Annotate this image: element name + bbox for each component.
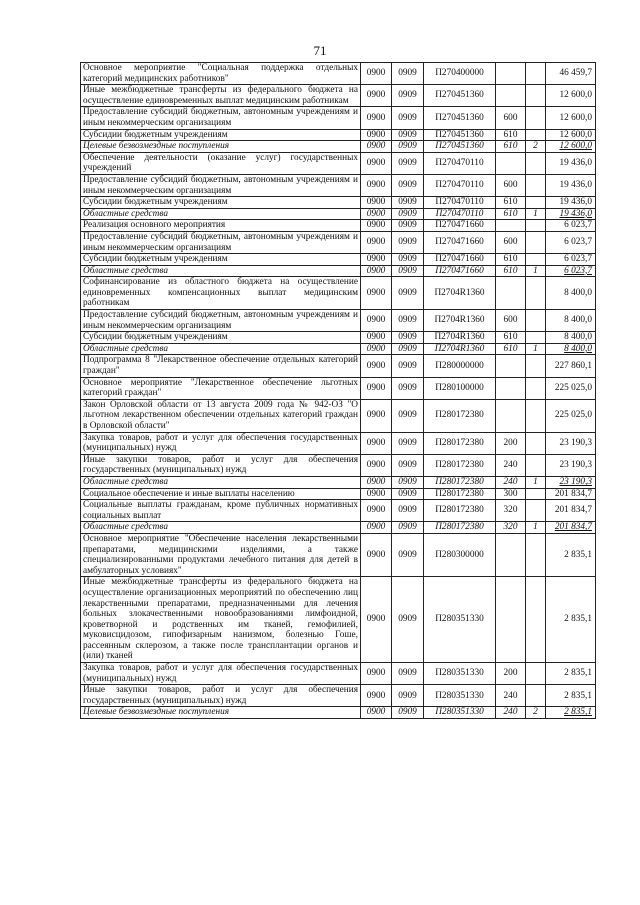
row-amount: 6 023,7 xyxy=(546,231,596,253)
row-name: Софинансирование из областного бюджета на осуществление единовременных компенсационных выплат медицинским работникам xyxy=(81,277,361,310)
row-funding-source xyxy=(526,454,546,476)
table-row xyxy=(81,332,596,344)
row-target-article: П280172380 xyxy=(424,399,496,432)
row-name: Областные средства xyxy=(81,265,361,277)
row-amount: 225 025,0 xyxy=(546,377,596,399)
row-section-code: 0909 xyxy=(392,500,424,522)
row-ministry-code: 0900 xyxy=(361,355,392,377)
row-amount: 12 600,0 xyxy=(546,107,596,129)
row-name: Субсидии бюджетным учреждениям xyxy=(81,254,361,266)
row-funding-source xyxy=(526,663,546,685)
row-section-code: 0909 xyxy=(392,85,424,107)
table-row xyxy=(81,152,596,174)
row-amount: 2 835,1 xyxy=(546,685,596,707)
row-name: Подпрограмма 8 "Лекарственное обеспечение отдельных категорий граждан" xyxy=(81,355,361,377)
row-name: Областные средства xyxy=(81,522,361,534)
row-ministry-code: 0900 xyxy=(361,85,392,107)
row-ministry-code: 0900 xyxy=(361,577,392,663)
budget-table-body xyxy=(81,63,596,719)
row-ministry-code: 0900 xyxy=(361,432,392,454)
row-funding-source xyxy=(526,685,546,707)
row-name: Предоставление субсидий бюджетным, автономным учреждениям и иным некоммерческим организациям xyxy=(81,231,361,253)
row-expense-type: 610 xyxy=(496,343,526,355)
row-section-code: 0909 xyxy=(392,220,424,232)
table-row xyxy=(81,707,596,719)
row-funding-source: 2 xyxy=(526,707,546,719)
row-funding-source xyxy=(526,129,546,141)
row-target-article: П270451360 xyxy=(424,141,496,153)
row-expense-type xyxy=(496,63,526,85)
row-target-article: П270471660 xyxy=(424,220,496,232)
row-section-code: 0909 xyxy=(392,277,424,310)
row-section-code: 0909 xyxy=(392,685,424,707)
row-section-code: 0909 xyxy=(392,577,424,663)
row-name: Социальное обеспечение и иные выплаты населению xyxy=(81,488,361,500)
row-expense-type: 200 xyxy=(496,663,526,685)
row-expense-type: 600 xyxy=(496,231,526,253)
row-target-article: П280000000 xyxy=(424,355,496,377)
row-expense-type: 610 xyxy=(496,197,526,209)
row-expense-type: 240 xyxy=(496,454,526,476)
table-row xyxy=(81,577,596,663)
table-row xyxy=(81,533,596,576)
row-ministry-code: 0900 xyxy=(361,63,392,85)
table-row xyxy=(81,488,596,500)
row-amount: 201 834,7 xyxy=(546,488,596,500)
table-row xyxy=(81,343,596,355)
row-funding-source xyxy=(526,220,546,232)
row-expense-type: 320 xyxy=(496,500,526,522)
row-section-code: 0909 xyxy=(392,343,424,355)
row-expense-type xyxy=(496,533,526,576)
table-row xyxy=(81,277,596,310)
row-amount: 8 400,0 xyxy=(546,277,596,310)
row-target-article: П2704R1360 xyxy=(424,277,496,310)
row-amount: 2 835,1 xyxy=(546,577,596,663)
row-funding-source xyxy=(526,577,546,663)
row-amount: 2 835,1 xyxy=(546,707,596,719)
row-amount: 201 834,7 xyxy=(546,500,596,522)
row-target-article: П270400000 xyxy=(424,63,496,85)
row-expense-type xyxy=(496,277,526,310)
row-target-article: П270470110 xyxy=(424,197,496,209)
table-row xyxy=(81,231,596,253)
row-ministry-code: 0900 xyxy=(361,141,392,153)
row-name: Закупка товаров, работ и услуг для обеспечения государственных (муниципальных) нужд xyxy=(81,663,361,685)
row-amount: 12 600,0 xyxy=(546,85,596,107)
row-target-article: П2704R1360 xyxy=(424,332,496,344)
row-amount: 201 834,7 xyxy=(546,522,596,534)
row-funding-source: 1 xyxy=(526,522,546,534)
row-target-article: П270470110 xyxy=(424,152,496,174)
row-name: Областные средства xyxy=(81,208,361,220)
row-name: Субсидии бюджетным учреждениям xyxy=(81,332,361,344)
row-name: Предоставление субсидий бюджетным, автономным учреждениям и иным некоммерческим организациям xyxy=(81,310,361,332)
row-funding-source xyxy=(526,107,546,129)
row-target-article: П270451360 xyxy=(424,85,496,107)
row-expense-type xyxy=(496,577,526,663)
row-funding-source xyxy=(526,377,546,399)
row-ministry-code: 0900 xyxy=(361,707,392,719)
row-section-code: 0909 xyxy=(392,476,424,488)
row-ministry-code: 0900 xyxy=(361,208,392,220)
row-target-article: П280172380 xyxy=(424,454,496,476)
row-amount: 8 400,0 xyxy=(546,332,596,344)
table-row xyxy=(81,63,596,85)
table-row xyxy=(81,522,596,534)
row-amount: 12 600,0 xyxy=(546,129,596,141)
row-ministry-code: 0900 xyxy=(361,197,392,209)
row-section-code: 0909 xyxy=(392,208,424,220)
row-amount: 6 023,7 xyxy=(546,254,596,266)
row-target-article: П270471660 xyxy=(424,254,496,266)
row-section-code: 0909 xyxy=(392,522,424,534)
table-row xyxy=(81,399,596,432)
row-target-article: П280351330 xyxy=(424,577,496,663)
row-target-article: П270470110 xyxy=(424,174,496,196)
row-ministry-code: 0900 xyxy=(361,107,392,129)
row-expense-type: 320 xyxy=(496,522,526,534)
row-section-code: 0909 xyxy=(392,707,424,719)
row-funding-source xyxy=(526,500,546,522)
row-funding-source xyxy=(526,63,546,85)
row-amount: 6 023,7 xyxy=(546,265,596,277)
row-amount: 19 436,0 xyxy=(546,208,596,220)
row-funding-source xyxy=(526,533,546,576)
row-funding-source: 1 xyxy=(526,265,546,277)
row-expense-type xyxy=(496,85,526,107)
table-row xyxy=(81,685,596,707)
row-target-article: П280351330 xyxy=(424,685,496,707)
row-name: Предоставление субсидий бюджетным, автономным учреждениям и иным некоммерческим организациям xyxy=(81,107,361,129)
row-funding-source xyxy=(526,332,546,344)
table-row xyxy=(81,107,596,129)
row-expense-type xyxy=(496,399,526,432)
table-row xyxy=(81,197,596,209)
row-section-code: 0909 xyxy=(392,377,424,399)
row-expense-type: 200 xyxy=(496,432,526,454)
row-funding-source xyxy=(526,432,546,454)
row-expense-type: 610 xyxy=(496,129,526,141)
row-amount: 8 400,0 xyxy=(546,343,596,355)
row-ministry-code: 0900 xyxy=(361,129,392,141)
table-row xyxy=(81,174,596,196)
row-name: Целевые безвозмездные поступления xyxy=(81,707,361,719)
row-ministry-code: 0900 xyxy=(361,332,392,344)
row-expense-type: 610 xyxy=(496,265,526,277)
row-section-code: 0909 xyxy=(392,129,424,141)
row-expense-type: 240 xyxy=(496,476,526,488)
row-ministry-code: 0900 xyxy=(361,399,392,432)
row-target-article: П280300000 xyxy=(424,533,496,576)
row-ministry-code: 0900 xyxy=(361,533,392,576)
row-funding-source xyxy=(526,197,546,209)
row-funding-source xyxy=(526,85,546,107)
row-funding-source: 2 xyxy=(526,141,546,153)
page-number: 71 xyxy=(313,43,327,58)
budget-table xyxy=(80,62,596,719)
row-funding-source xyxy=(526,277,546,310)
row-funding-source xyxy=(526,254,546,266)
row-ministry-code: 0900 xyxy=(361,254,392,266)
row-section-code: 0909 xyxy=(392,265,424,277)
row-name: Иные закупки товаров, работ и услуг для обеспечения государственных (муниципальных) нужд xyxy=(81,685,361,707)
row-ministry-code: 0900 xyxy=(361,488,392,500)
row-target-article: П270470110 xyxy=(424,208,496,220)
row-amount: 8 400,0 xyxy=(546,310,596,332)
row-funding-source xyxy=(526,355,546,377)
row-section-code: 0909 xyxy=(392,107,424,129)
row-target-article: П270451360 xyxy=(424,129,496,141)
row-ministry-code: 0900 xyxy=(361,277,392,310)
table-row xyxy=(81,500,596,522)
table-row xyxy=(81,476,596,488)
row-funding-source xyxy=(526,488,546,500)
row-target-article: П280351330 xyxy=(424,663,496,685)
table-row xyxy=(81,310,596,332)
row-ministry-code: 0900 xyxy=(361,343,392,355)
row-amount: 2 835,1 xyxy=(546,533,596,576)
row-name: Областные средства xyxy=(81,476,361,488)
row-name: Закон Орловской области от 13 августа 2009 года № 942-ОЗ "О льготном лекарственном обеспечении отдельных категорий граждан в Орловской области" xyxy=(81,399,361,432)
row-name: Областные средства xyxy=(81,343,361,355)
row-amount: 23 190,3 xyxy=(546,432,596,454)
row-name: Иные межбюджетные трансферты из федерального бюджета на осуществление организационных мероприятий по обеспечению лиц лекарственными препаратами, предназначенными для лечения больных злокачественными новообразованиями лимфоидной, кроветворной и родственных им тканей, гемофилией, муковисцидозом, гипофизарным нанизмом, болезнью Гоше, рассеянным склерозом, а также после трансплантации органов и (или) тканей xyxy=(81,577,361,663)
row-funding-source xyxy=(526,231,546,253)
row-funding-source xyxy=(526,174,546,196)
row-ministry-code: 0900 xyxy=(361,152,392,174)
row-target-article: П280172380 xyxy=(424,500,496,522)
row-target-article: П270471660 xyxy=(424,231,496,253)
row-name: Иные межбюджетные трансферты из федерального бюджета на осуществление единовременных выплат медицинским работникам xyxy=(81,85,361,107)
row-expense-type: 240 xyxy=(496,707,526,719)
table-row xyxy=(81,265,596,277)
row-ministry-code: 0900 xyxy=(361,231,392,253)
row-name: Предоставление субсидий бюджетным, автономным учреждениям и иным некоммерческим организациям xyxy=(81,174,361,196)
row-section-code: 0909 xyxy=(392,231,424,253)
row-ministry-code: 0900 xyxy=(361,174,392,196)
row-section-code: 0909 xyxy=(392,254,424,266)
row-amount: 12 600,0 xyxy=(546,141,596,153)
row-expense-type: 610 xyxy=(496,332,526,344)
row-section-code: 0909 xyxy=(392,310,424,332)
row-expense-type: 610 xyxy=(496,254,526,266)
row-target-article: П280172380 xyxy=(424,432,496,454)
row-target-article: П270471660 xyxy=(424,265,496,277)
row-target-article: П2704R1360 xyxy=(424,310,496,332)
row-section-code: 0909 xyxy=(392,454,424,476)
row-ministry-code: 0900 xyxy=(361,265,392,277)
row-section-code: 0909 xyxy=(392,174,424,196)
row-amount: 19 436,0 xyxy=(546,174,596,196)
row-ministry-code: 0900 xyxy=(361,663,392,685)
row-ministry-code: 0900 xyxy=(361,522,392,534)
row-expense-type xyxy=(496,355,526,377)
row-section-code: 0909 xyxy=(392,663,424,685)
row-target-article: П2704R1360 xyxy=(424,343,496,355)
row-funding-source xyxy=(526,152,546,174)
row-amount: 46 459,7 xyxy=(546,63,596,85)
row-ministry-code: 0900 xyxy=(361,685,392,707)
table-row xyxy=(81,377,596,399)
row-name: Обеспечение деятельности (оказание услуг) государственных учреждений xyxy=(81,152,361,174)
row-name: Социальные выплаты гражданам, кроме публичных нормативных социальных выплат xyxy=(81,500,361,522)
table-row xyxy=(81,220,596,232)
row-section-code: 0909 xyxy=(392,152,424,174)
row-amount: 6 023,7 xyxy=(546,220,596,232)
row-expense-type xyxy=(496,220,526,232)
table-row xyxy=(81,208,596,220)
row-name: Целевые безвозмездные поступления xyxy=(81,141,361,153)
row-expense-type: 610 xyxy=(496,208,526,220)
row-section-code: 0909 xyxy=(392,399,424,432)
row-target-article: П280351330 xyxy=(424,707,496,719)
row-expense-type: 300 xyxy=(496,488,526,500)
row-section-code: 0909 xyxy=(392,355,424,377)
row-section-code: 0909 xyxy=(392,63,424,85)
row-name: Реализация основного мероприятия xyxy=(81,220,361,232)
row-expense-type: 600 xyxy=(496,310,526,332)
row-expense-type xyxy=(496,377,526,399)
row-name: Закупка товаров, работ и услуг для обеспечения государственных (муниципальных) нужд xyxy=(81,432,361,454)
row-funding-source xyxy=(526,399,546,432)
row-ministry-code: 0900 xyxy=(361,310,392,332)
row-amount: 225 025,0 xyxy=(546,399,596,432)
table-row xyxy=(81,141,596,153)
row-expense-type: 600 xyxy=(496,107,526,129)
table-row xyxy=(81,85,596,107)
row-amount: 23 190,3 xyxy=(546,454,596,476)
row-ministry-code: 0900 xyxy=(361,220,392,232)
row-expense-type: 240 xyxy=(496,685,526,707)
table-row xyxy=(81,663,596,685)
row-funding-source xyxy=(526,310,546,332)
row-expense-type: 610 xyxy=(496,141,526,153)
row-name: Субсидии бюджетным учреждениям xyxy=(81,129,361,141)
table-row xyxy=(81,355,596,377)
row-name: Иные закупки товаров, работ и услуг для обеспечения государственных (муниципальных) нужд xyxy=(81,454,361,476)
row-expense-type: 600 xyxy=(496,174,526,196)
row-name: Основное мероприятие "Социальная поддержка отдельных категорий медицинских работников" xyxy=(81,63,361,85)
table-row xyxy=(81,432,596,454)
row-amount: 19 436,0 xyxy=(546,152,596,174)
table-row xyxy=(81,254,596,266)
row-name: Субсидии бюджетным учреждениям xyxy=(81,197,361,209)
table-row xyxy=(81,129,596,141)
row-section-code: 0909 xyxy=(392,432,424,454)
row-target-article: П280172380 xyxy=(424,476,496,488)
row-funding-source: 1 xyxy=(526,476,546,488)
row-ministry-code: 0900 xyxy=(361,377,392,399)
row-target-article: П270451360 xyxy=(424,107,496,129)
row-section-code: 0909 xyxy=(392,197,424,209)
row-funding-source: 1 xyxy=(526,208,546,220)
row-target-article: П280172380 xyxy=(424,522,496,534)
table-row xyxy=(81,454,596,476)
row-amount: 19 436,0 xyxy=(546,197,596,209)
row-ministry-code: 0900 xyxy=(361,476,392,488)
row-section-code: 0909 xyxy=(392,488,424,500)
row-target-article: П280172380 xyxy=(424,488,496,500)
row-target-article: П280100000 xyxy=(424,377,496,399)
row-amount: 227 860,1 xyxy=(546,355,596,377)
row-amount: 2 835,1 xyxy=(546,663,596,685)
row-section-code: 0909 xyxy=(392,533,424,576)
row-funding-source: 1 xyxy=(526,343,546,355)
row-section-code: 0909 xyxy=(392,141,424,153)
row-ministry-code: 0900 xyxy=(361,500,392,522)
row-ministry-code: 0900 xyxy=(361,454,392,476)
row-section-code: 0909 xyxy=(392,332,424,344)
row-expense-type xyxy=(496,152,526,174)
row-name: Основное мероприятие "Обеспечение населения лекарственными препаратами, медицинскими изделиями, а также специализированными продуктами лечебного питания для детей в амбулаторных условиях" xyxy=(81,533,361,576)
row-name: Основное мероприятие "Лекарственное обеспечение льготных категорий граждан" xyxy=(81,377,361,399)
row-amount: 23 190,3 xyxy=(546,476,596,488)
